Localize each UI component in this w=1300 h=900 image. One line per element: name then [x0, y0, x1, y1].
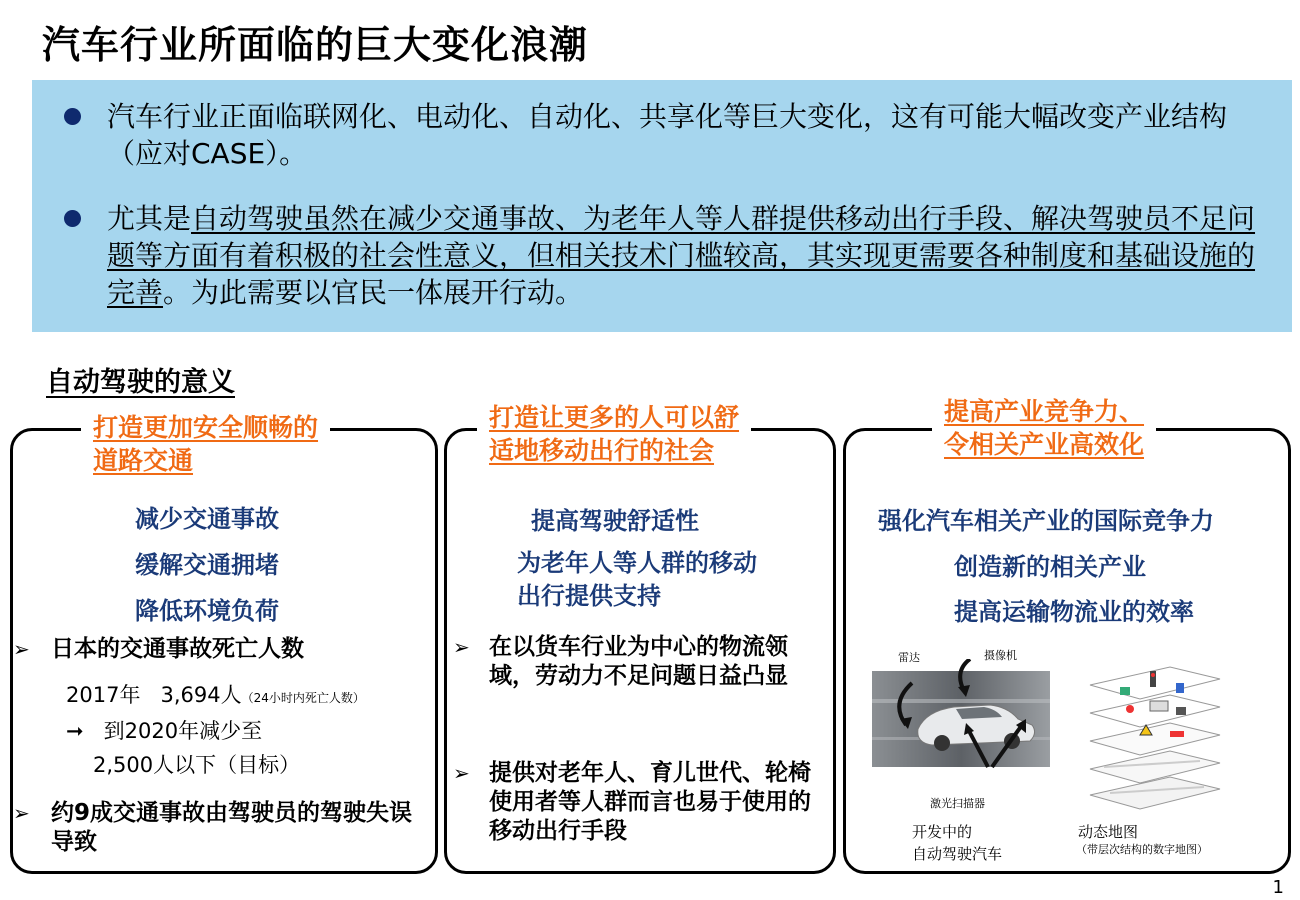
autonomous-car-image	[872, 659, 1052, 769]
panel1-point-1	[13, 635, 423, 664]
panel2-point-2	[453, 759, 823, 846]
panel1-item-1: 减少交通事故	[135, 505, 279, 533]
caption-car-line2: 自动驾驶汽车	[912, 845, 1003, 863]
arrow-marker-icon: ➢	[13, 637, 30, 661]
panel1-target-line1	[66, 715, 262, 745]
summary-box	[32, 80, 1292, 332]
caption-car	[912, 821, 1002, 865]
panel2-point-1	[453, 633, 823, 691]
stat-value: 3,694人	[160, 683, 242, 707]
bullet-dot-icon	[64, 210, 81, 227]
bullet-dot-icon	[64, 108, 81, 125]
summary-bullet-2	[52, 200, 1272, 311]
stat-year: 2017年	[66, 683, 141, 707]
dynamic-map-image	[1080, 657, 1230, 817]
bullet2-suffix: 。为此需要以官民一体展开行动。	[163, 276, 584, 309]
summary-bullet-2-text	[107, 200, 1272, 311]
target-line1-text: 到2020年减少至	[103, 719, 263, 743]
panel2-item-2-line1: 为老年人等人群的移动	[517, 549, 757, 577]
panel-comfortable-mobility	[444, 403, 836, 874]
panel2-item-2	[517, 547, 757, 613]
panel2-item-2-line2: 出行提供支持	[517, 582, 661, 610]
panel1-title-line2: 道路交通	[93, 446, 194, 475]
panel3-item-3: 提高运输物流业的效率	[954, 598, 1194, 626]
panel3-title-line2: 令相关产业高效化	[944, 430, 1145, 459]
bullet2-prefix: 尤其是	[107, 202, 192, 235]
label-lidar: 激光扫描器	[930, 797, 985, 810]
summary-bullet-1-text: 汽车行业正面临联网化、电动化、自动化、共享化等巨大变化，这有可能大幅改变产业结构（应对CASE）。	[107, 100, 1228, 170]
panel1-item-3: 降低环境负荷	[135, 597, 279, 625]
right-arrow-icon: ➞	[66, 719, 84, 743]
panel3-item-1: 强化汽车相关产业的国际竞争力	[878, 507, 1214, 535]
panel1-stat	[66, 679, 365, 709]
panel2-title	[477, 401, 751, 467]
panel-safe-traffic	[10, 413, 438, 874]
panel1-title	[81, 411, 330, 477]
panel2-title-line1: 打造让更多的人可以舒	[489, 403, 740, 432]
stat-note: （24小时内死亡人数）	[241, 691, 365, 705]
panel2-point-1-text: 在以货车行业为中心的物流领域，劳动力不足问题日益凸显	[489, 634, 788, 689]
panel3-title-line1: 提高产业竞争力、	[944, 397, 1145, 426]
panel2-title-line2: 适地移动出行的社会	[489, 436, 715, 465]
panel1-point-2	[13, 799, 423, 857]
caption-map-line1: 动态地图	[1078, 823, 1139, 841]
panel2-point-2-text: 提供对老年人、育儿世代、轮椅使用者等人群而言也易于使用的移动出行手段	[489, 760, 811, 844]
section-title: 自动驾驶的意义	[46, 367, 235, 398]
label-camera: 摄像机	[984, 649, 1017, 662]
panel1-target-line2: 2,500人以下（目标）	[93, 753, 301, 777]
bullet2-underlined: 自动驾驶虽然在减少交通事故、为老年人等人群提供移动出行手段、解决驾驶员不足问题等方面有着积极的社会性意义，但相关技术门槛较高，其实现更需要各种制度和基础设施的完善	[107, 202, 1256, 309]
panel3-item-2: 创造新的相关产业	[954, 553, 1146, 581]
panel3-title	[932, 395, 1156, 461]
caption-map-line2: （带层次结构的数字地图）	[1076, 843, 1208, 856]
summary-bullet-1	[52, 98, 1272, 172]
arrow-marker-icon: ➢	[453, 635, 470, 659]
panel1-point-2-text: 约9成交通事故由驾驶员的驾驶失误导致	[51, 800, 413, 855]
panel2-item-1: 提高驾驶舒适性	[531, 507, 699, 535]
caption-car-line1: 开发中的	[912, 823, 973, 841]
arrow-marker-icon: ➢	[453, 761, 470, 785]
arrow-marker-icon: ➢	[13, 801, 30, 825]
panel1-item-2: 缓解交通拥堵	[135, 551, 279, 579]
panel1-title-line1: 打造更加安全顺畅的	[93, 413, 319, 442]
page-title: 汽车行业所面临的巨大变化浪潮	[42, 23, 589, 67]
panel-industry-competitiveness	[843, 397, 1291, 874]
panel1-point-1-text: 日本的交通事故死亡人数	[51, 636, 304, 662]
label-radar: 雷达	[898, 651, 920, 664]
page-number: 1	[1272, 877, 1284, 898]
